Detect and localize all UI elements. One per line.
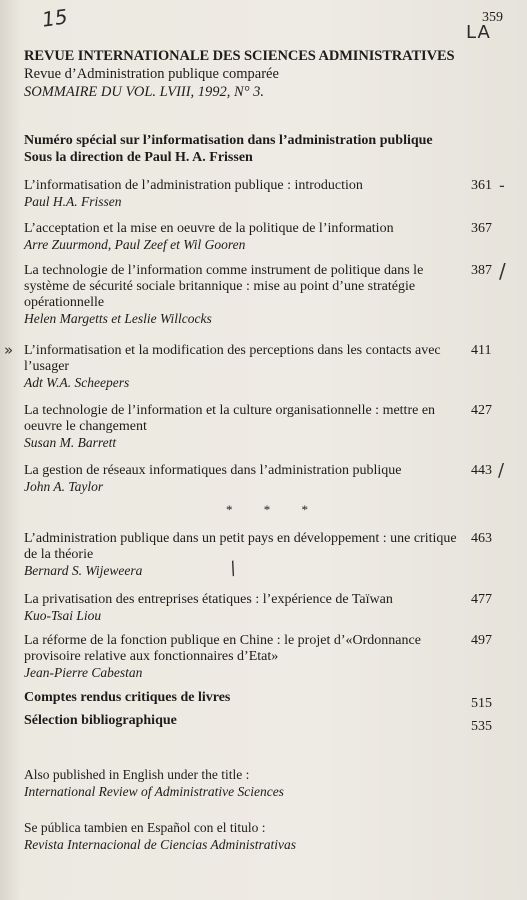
entry-title: L’informatisation et la modification des perceptions dans les contacts avec l’usager xyxy=(24,343,441,374)
pen-scribble-icon: » xyxy=(4,341,14,359)
page-number: 359 xyxy=(482,10,503,25)
pen-tick-icon: / xyxy=(499,259,506,283)
handwritten-mark-right: LA xyxy=(466,22,491,43)
toc-entry xyxy=(24,531,492,579)
entry-page: 411 xyxy=(471,343,492,358)
special-issue-editor: Sous la direction de Paul H. A. Frissen xyxy=(24,150,253,165)
entry-page: 497 xyxy=(471,633,492,648)
english-edition-intro: Also published in English under the title : xyxy=(24,767,250,782)
volume-line: SOMMAIRE DU VOL. LVIII, 1992, N° 3. xyxy=(24,84,265,100)
spanish-edition-title: Revista Internacional de Ciencias Administrativas xyxy=(24,837,296,852)
bibliography-label: Sélection bibliographique xyxy=(24,713,177,728)
entry-authors: Susan M. Barrett xyxy=(24,435,117,450)
section-separator: * * * xyxy=(226,502,322,517)
special-issue-title: Numéro spécial sur l’informatisation dans l’administration publique xyxy=(24,133,433,148)
toc-entry xyxy=(24,221,492,253)
toc-entry xyxy=(24,259,506,327)
toc-entry xyxy=(24,633,492,681)
entry-authors: Arre Zuurmond, Paul Zeef et Wil Gooren xyxy=(24,237,246,252)
entry-title: La privatisation des entreprises étatiques : l’expérience de Taïwan xyxy=(24,592,393,607)
pen-tick-icon: - xyxy=(499,176,505,195)
entry-title: L’administration publique dans un petit pays en développement : une critique de la théorie xyxy=(24,531,457,562)
journal-title: REVUE INTERNATIONALE DES SCIENCES ADMINISTRATIVES xyxy=(24,48,455,64)
entry-authors: Adt W.A. Scheepers xyxy=(24,375,130,390)
entry-authors: Helen Margetts et Leslie Willcocks xyxy=(24,311,212,326)
toc-entry xyxy=(24,403,492,451)
pen-tick-icon: / xyxy=(498,460,505,481)
entry-authors: Paul H.A. Frissen xyxy=(24,194,122,209)
bibliography-page: 535 xyxy=(471,719,492,734)
entry-title: L’acceptation et la mise en oeuvre de la politique de l’information xyxy=(24,221,394,236)
entry-page: 387 xyxy=(471,263,492,278)
entry-authors: Bernard S. Wijeweera xyxy=(24,563,143,578)
toc-entry xyxy=(4,341,492,391)
entry-page: 477 xyxy=(471,592,492,607)
entry-authors: John A. Taylor xyxy=(24,479,104,494)
entry-title: L’informatisation de l’administration publique : introduction xyxy=(24,178,363,193)
entry-title: La technologie de l’information comme instrument de politique dans le système de sécurité sociale britannique : mise au point d’une stratégie opérationnelle xyxy=(24,263,424,310)
entry-page: 427 xyxy=(471,403,492,418)
entry-title: La technologie de l’information et la culture organisationnelle : mettre en oeuvre le changement xyxy=(24,403,436,434)
toc-entry xyxy=(24,592,492,624)
handwritten-mark-left: 15 xyxy=(40,4,69,32)
entry-authors: Jean-Pierre Cabestan xyxy=(24,665,143,680)
book-reviews-page: 515 xyxy=(471,696,492,711)
spanish-edition-intro: Se pública tambien en Español con el titulo : xyxy=(24,820,266,835)
entry-page: 463 xyxy=(471,531,492,546)
entry-page: 443 xyxy=(471,463,492,478)
book-reviews-label: Comptes rendus critiques de livres xyxy=(24,690,231,705)
entry-title: La réforme de la fonction publique en Chine : le projet d’«Ordonnance provisoire relative aux fonctionnaires d’Etat» xyxy=(24,633,421,664)
toc-entry xyxy=(24,176,505,210)
journal-subtitle: Revue d’Administration publique comparée xyxy=(24,66,279,82)
toc-entry xyxy=(24,460,505,495)
english-edition-title: International Review of Administrative Sciences xyxy=(24,784,284,799)
entry-title: La gestion de réseaux informatiques dans l’administration publique xyxy=(24,463,402,478)
pen-slash-icon: / xyxy=(226,557,240,580)
entry-page: 361 xyxy=(471,178,492,193)
entry-authors: Kuo-Tsai Liou xyxy=(24,608,102,623)
entry-page: 367 xyxy=(471,221,492,236)
